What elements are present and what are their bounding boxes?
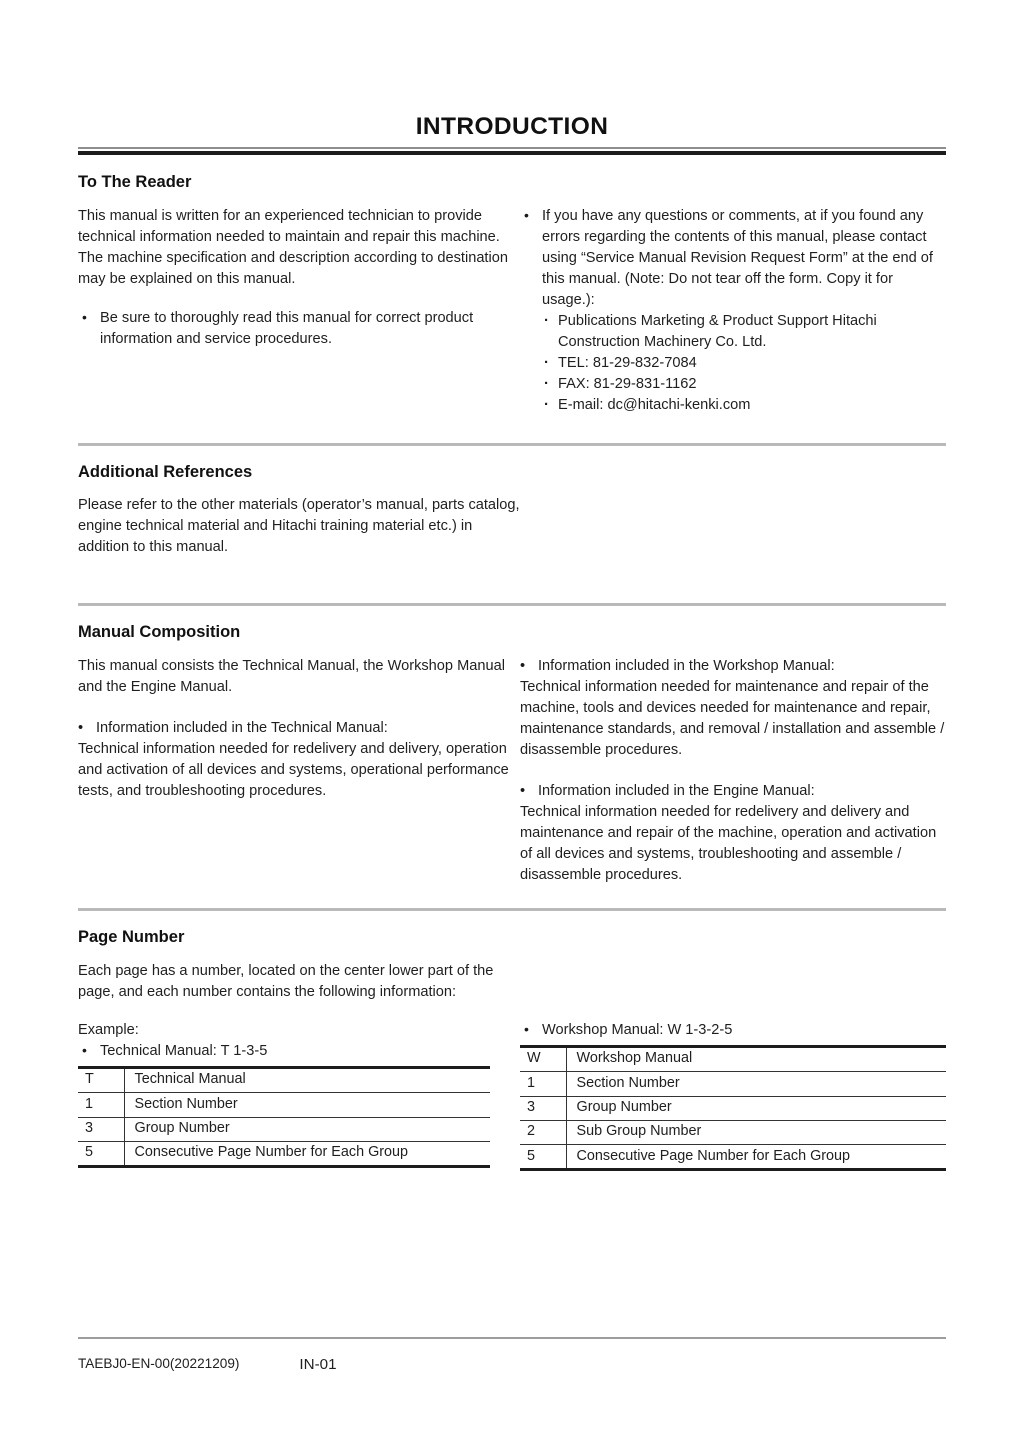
- additional-references-columns: [78, 495, 946, 558]
- list-item: · FAX: 81-29-831-1162: [542, 374, 946, 395]
- technical-manual-example-block: [78, 1020, 520, 1171]
- table-cell-value: Technical Manual: [124, 1067, 490, 1092]
- page-content: [78, 0, 946, 1171]
- workshop-manual-example-bullet: [520, 1020, 946, 1041]
- to-the-reader-right-bullets: [520, 206, 946, 311]
- example-label: Example:: [78, 1021, 139, 1038]
- page-number-intro-columns: [78, 961, 946, 1003]
- table-cell-value: Consecutive Page Number for Each Group: [566, 1145, 946, 1170]
- table-row: [78, 1093, 490, 1117]
- table-cell-value: Consecutive Page Number for Each Group: [124, 1141, 490, 1166]
- heading-additional-references: Additional References: [78, 462, 253, 481]
- table-cell-value: Section Number: [124, 1093, 490, 1117]
- contact-list: [520, 311, 946, 416]
- engine-manual-bullet: [520, 781, 946, 802]
- list-item: [520, 781, 946, 802]
- heading-page-number: Page Number: [78, 928, 185, 947]
- table-row: [78, 1067, 490, 1092]
- page-number-right-intro: [520, 961, 946, 1003]
- additional-references-left-column: [78, 495, 520, 558]
- table-cell-key: 1: [78, 1093, 124, 1117]
- to-the-reader-columns: [78, 206, 946, 416]
- list-item: • Be sure to thoroughly read this manual for correct product information and service procedures.: [78, 308, 520, 350]
- list-item: [520, 656, 946, 677]
- to-the-reader-paragraph-2: The machine specification and description according to destination may be explained on this manual.: [78, 249, 508, 287]
- list-item: • If you have any questions or comments, at if you found any errors regarding the contents of this manual, please contact using “Service Manual Revision Request Form” at the end of this manual. (Note: Do not tear off the form. Copy it for usage.):: [520, 206, 946, 311]
- to-the-reader-paragraph-1: This manual is written for an experienced technician to provide technical information needed to maintain and repair this machine.: [78, 207, 500, 245]
- footer-page-number: IN-01: [299, 1356, 337, 1373]
- technical-manual-example-bullet: [78, 1041, 520, 1062]
- to-the-reader-left-column: [78, 206, 520, 416]
- table-row: [520, 1145, 946, 1170]
- title-double-rule: [78, 147, 946, 155]
- table-cell-value: Workshop Manual: [566, 1046, 946, 1071]
- list-item: · E-mail: dc@hitachi-kenki.com: [542, 395, 946, 416]
- technical-manual-table: [78, 1066, 490, 1168]
- technical-manual-bullet-body: Technical information needed for redelivery and delivery, operation and activation of all devices and systems, operational performance tests, and troubleshooting procedures.: [78, 741, 509, 800]
- technical-manual-bullet: [78, 718, 520, 739]
- page-title: INTRODUCTION: [415, 113, 609, 140]
- additional-references-paragraph: Please refer to the other materials (operator’s manual, parts catalog, engine technical material and Hitachi training material etc.) in addition to this manual.: [78, 497, 520, 556]
- workshop-manual-bullet-body: Technical information needed for maintenance and repair of the machine, tools and devices needed for maintenance and repair, maintenance standards, and removal / installation and assemble / disassemble procedures.: [520, 679, 945, 759]
- table-cell-key: 5: [520, 1145, 566, 1170]
- table-row: [520, 1072, 946, 1096]
- engine-manual-bullet-body: Technical information needed for redelivery and delivery and maintenance and repair of the machine, operation and activation of all devices and systems, troubleshooting and assemble / disassemble procedures.: [520, 804, 937, 884]
- list-item: • Technical Manual: T 1-3-5: [78, 1041, 520, 1062]
- manual-composition-left-column: [78, 656, 520, 886]
- workshop-manual-example-block: [520, 1020, 946, 1171]
- bullet-marker: •: [520, 783, 526, 800]
- to-the-reader-left-bullets: [78, 308, 520, 350]
- manual-composition-right-column: [520, 656, 946, 886]
- table-cell-key: 3: [78, 1117, 124, 1141]
- table-row: [78, 1141, 490, 1166]
- page-number-tables-columns: [78, 1020, 946, 1171]
- page-number-paragraph: Each page has a number, located on the center lower part of the page, and each number contains the following information:: [78, 962, 494, 1000]
- workshop-manual-bullet: [520, 656, 946, 677]
- table-row: [520, 1046, 946, 1071]
- list-item: • Workshop Manual: W 1-3-2-5: [520, 1020, 946, 1041]
- document-code: TAEBJ0-EN-00(20221209): [78, 1356, 240, 1371]
- table-cell-key: 3: [520, 1096, 566, 1120]
- table-row: [520, 1120, 946, 1144]
- additional-references-right-column: [520, 495, 946, 558]
- page-number-left-intro: [78, 961, 520, 1003]
- to-the-reader-right-column: [520, 206, 946, 416]
- heading-manual-composition: Manual Composition: [78, 623, 241, 642]
- bullet-marker: •: [78, 720, 84, 737]
- manual-composition-intro: This manual consists the Technical Manual, the Workshop Manual and the Engine Manual.: [78, 658, 505, 696]
- table-cell-key: 1: [520, 1072, 566, 1096]
- table-row: [520, 1096, 946, 1120]
- table-cell-key: 5: [78, 1141, 124, 1166]
- manual-composition-columns: [78, 656, 946, 886]
- table-cell-value: Sub Group Number: [566, 1120, 946, 1144]
- footer-divider: [78, 1337, 946, 1339]
- list-item: · Publications Marketing & Product Support Hitachi Construction Machinery Co. Ltd.: [542, 311, 946, 353]
- list-item: · TEL: 81-29-832-7084: [542, 353, 946, 374]
- table-cell-key: T: [78, 1067, 124, 1092]
- table-cell-key: 2: [520, 1120, 566, 1144]
- heading-to-the-reader: To The Reader: [78, 172, 192, 191]
- table-row: [78, 1117, 490, 1141]
- bullet-marker: •: [520, 658, 526, 675]
- technical-manual-bullet-title: Information included in the Technical Manual:: [96, 720, 388, 737]
- workshop-manual-table: [520, 1045, 946, 1171]
- table-cell-value: Group Number: [124, 1117, 490, 1141]
- table-cell-value: Group Number: [566, 1096, 946, 1120]
- table-cell-key: W: [520, 1046, 566, 1071]
- table-cell-value: Section Number: [566, 1072, 946, 1096]
- engine-manual-bullet-title: Information included in the Engine Manual:: [538, 783, 815, 800]
- workshop-manual-bullet-title: Information included in the Workshop Manual:: [538, 658, 835, 675]
- list-item: [78, 718, 520, 739]
